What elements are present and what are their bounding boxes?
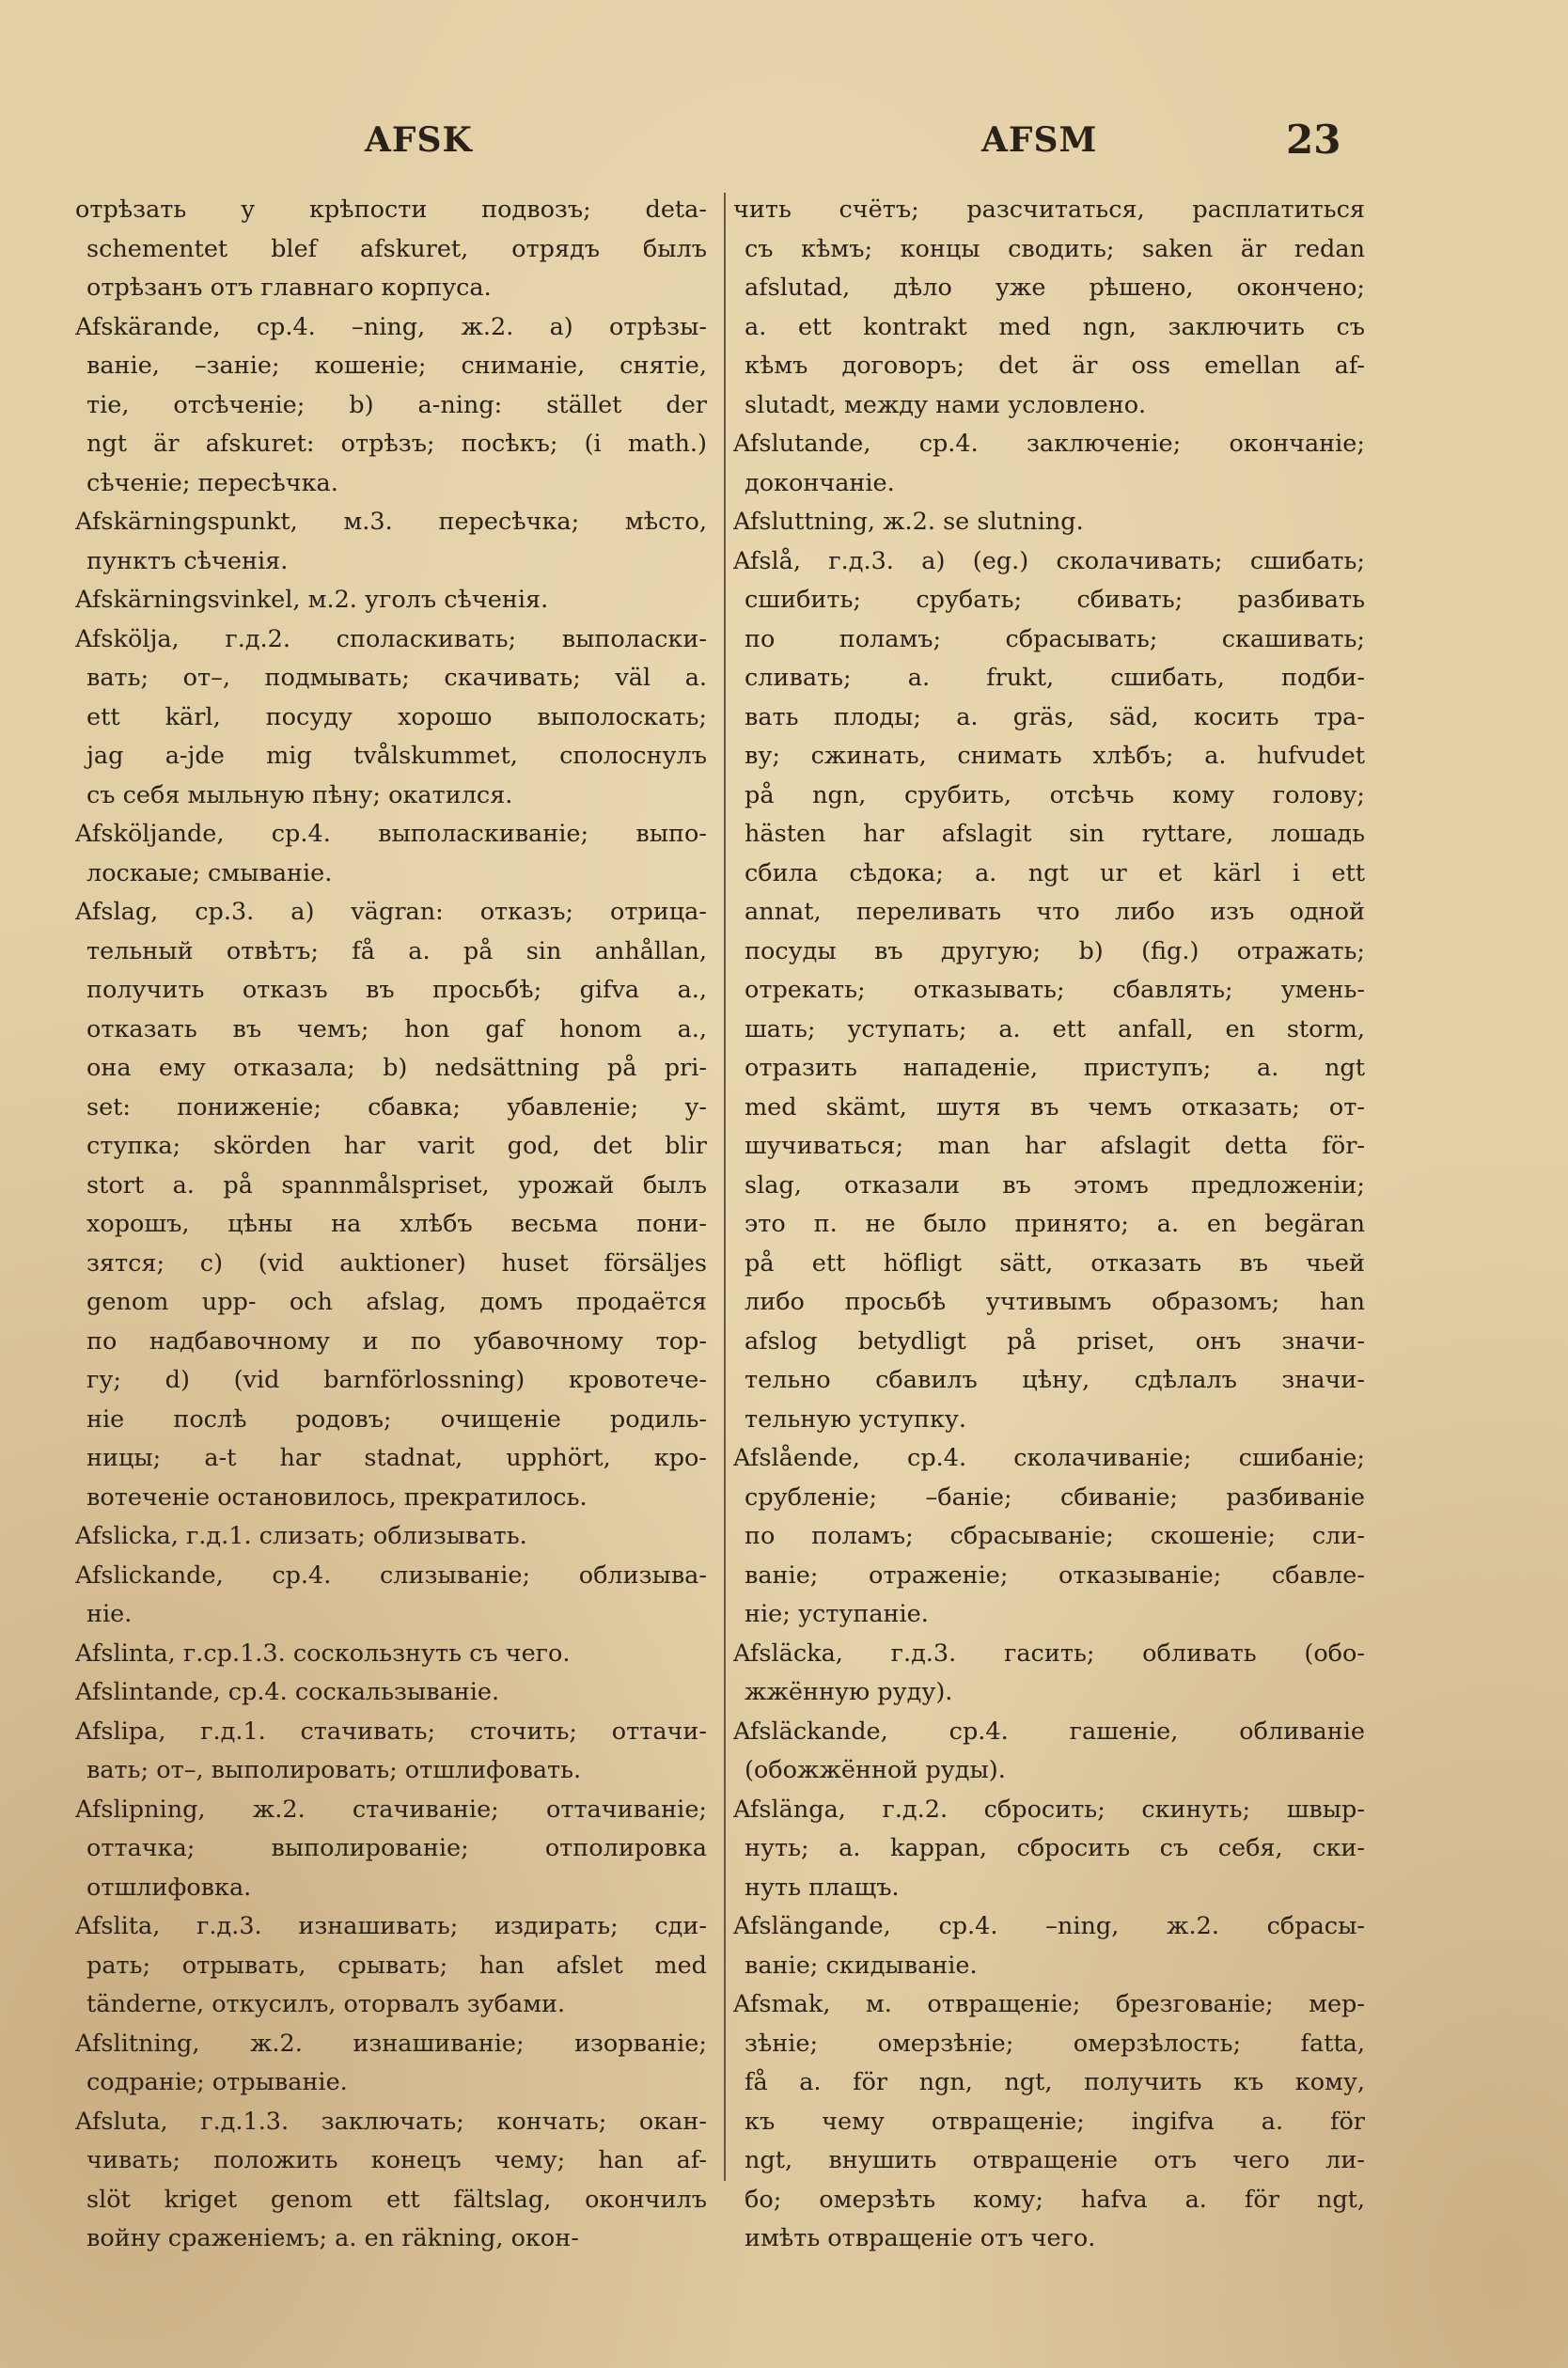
text-line: Afslipa, г.д.1. стачивать; сточить; оттачи- [75, 1717, 707, 1746]
text-line: genom upp- och afslag, домъ продаётся [86, 1288, 707, 1316]
text-line: Afslutande, ср.4. заключеніе; окончаніе; [733, 430, 1365, 458]
text-line: посуды въ другую; b) (fig.) отражать; [745, 936, 1365, 965]
text-line: съ кѣмъ; концы сводить; saken är redan [745, 234, 1365, 263]
right-column [733, 191, 1365, 2259]
text-line: пунктъ сѣченія. [86, 546, 289, 575]
text-line: Afsläckande, ср.4. гашеніе, обливаніе [733, 1717, 1365, 1746]
text-line: ніе. [86, 1600, 133, 1628]
text-line: Afskärande, ср.4. –ning, ж.2. a) отрѣзы- [75, 312, 707, 341]
text-line: a. ett kontrakt med ngn, заключить съ [745, 312, 1365, 341]
text-line: шучиваться; man har afslagit detta för- [745, 1132, 1365, 1160]
text-line: slag, отказали въ этомъ предложеніи; [745, 1170, 1365, 1200]
text-line: нуть; a. kappan, сбросить съ себя, ски- [745, 1834, 1365, 1862]
text-line: по надбавочному и по убавочному тор- [86, 1326, 707, 1356]
text-line: лоскаые; смываніе. [86, 858, 333, 887]
text-line: set: пониженіе; сбавка; убавленіе; у- [86, 1092, 707, 1121]
text-line: рать; отрывать, срывать; han afslet med [86, 1951, 707, 1980]
text-line: Afskärningspunkt, м.3. пересѣчка; мѣсто, [75, 508, 707, 536]
text-line: Afslinta, г.ср.1.3. соскользнуть съ чего. [75, 1639, 571, 1668]
text-line: къ чему отвращеніе; ingifva a. för [745, 2107, 1365, 2136]
text-line: Afslänga, г.д.2. сбросить; скинуть; швыр- [733, 1795, 1365, 1824]
text-line: stort a. på spannmålspriset, урожай былъ [86, 1170, 707, 1200]
text-line: отказать въ чемъ; hon gaf honom a., [86, 1014, 707, 1043]
text-line: докончаніе. [745, 468, 895, 497]
text-line: тельный отвѣтъ; få a. på sin anhållan, [86, 936, 707, 965]
text-line: зѣніе; омерзѣніе; омерзѣлость; fatta, [745, 2029, 1365, 2058]
text-line: сшибить; срубать; сбивать; разбивать [745, 586, 1365, 614]
text-line: hästen har afslagit sin ryttare, лошадь [745, 820, 1365, 848]
text-line: бо; омерзѣть кому; hafva a. för ngt, [745, 2185, 1365, 2214]
text-line: schementet blef afskuret, отрядъ былъ [86, 234, 707, 263]
text-line: annat, переливать что либо изъ одной [745, 898, 1365, 926]
text-line: ваніе; скидываніе. [745, 1951, 978, 1980]
text-line: ваніе, –заніе; кошеніе; сниманіе, снятіе, [86, 352, 707, 380]
text-line: ступка; skörden har varit god, det blir [86, 1132, 707, 1160]
running-head-right: AFSM [981, 120, 1098, 160]
text-line: отрекать; отказывать; сбавлять; умень- [745, 976, 1365, 1004]
text-line: кѣмъ договоръ; det är oss emellan af- [745, 352, 1365, 380]
text-line: ngt är afskuret: отрѣзъ; посѣкъ; (i math.) [86, 430, 707, 458]
text-line: jag a-jde mig tvålskummet, сполоснулъ [86, 742, 707, 770]
text-line: med skämt, шутя въ чемъ отказать; от- [745, 1092, 1365, 1121]
text-line: Afskölja, г.д.2. споласкивать; выполаски- [75, 624, 707, 653]
text-line: Afsluttning, ж.2. se slutning. [733, 508, 1084, 536]
text-line: срубленіе; –баніе; сбиваніе; разбиваніе [745, 1482, 1365, 1512]
text-line: тельную уступку. [745, 1404, 967, 1434]
text-line: Afskärningsvinkel, м.2. уголъ сѣченія. [75, 586, 549, 614]
text-line: Afslående, ср.4. сколачиваніе; сшибаніе; [733, 1444, 1365, 1472]
text-line: чивать; положить конецъ чему; han af- [86, 2146, 707, 2174]
text-line: сливать; a. frukt, сшибать, подби- [745, 664, 1365, 692]
text-line: Afslita, г.д.3. изнашивать; издирать; сди- [75, 1912, 707, 1940]
text-line: Afslitning, ж.2. изнашиваніе; изорваніе; [75, 2029, 707, 2058]
text-line: по поламъ; сбрасывать; скашивать; [745, 624, 1365, 653]
text-line: Afslickande, ср.4. слизываніе; облизыва- [75, 1560, 707, 1590]
text-line: сбила сѣдока; a. ngt ur et kärl i ett [745, 858, 1365, 887]
text-line: Afsköljande, ср.4. выполаскиваніе; выпо- [75, 820, 707, 848]
text-line: afslog betydligt på priset, онъ значи- [745, 1326, 1365, 1356]
text-line: ngt, внушить отвращеніе отъ чего ли- [745, 2146, 1365, 2174]
text-line: (обожжённой руды). [745, 1756, 1006, 1784]
text-line: tänderne, откусилъ, оторвалъ зубами. [86, 1990, 566, 2018]
text-line: отшлифовка. [86, 1873, 252, 1902]
text-line: ницы; a-t har stadnat, upphört, кро- [86, 1444, 707, 1472]
text-line: по поламъ; сбрасываніе; скошеніе; сли- [745, 1522, 1365, 1550]
text-line: få a. för ngn, ngt, получить къ кому, [745, 2068, 1365, 2096]
text-line: вать; от–, выполировать; отшлифовать. [86, 1756, 582, 1784]
text-line: она ему отказала; b) nedsättning på pri- [86, 1054, 707, 1082]
page-header [0, 0, 1568, 188]
text-line: Afslag, ср.3. a) vägran: отказъ; отрица- [75, 898, 707, 926]
text-line: тіе, отсѣченіе; b) a-ning: stället der [86, 390, 707, 419]
text-line: имѣть отвращеніе отъ чего. [745, 2224, 1096, 2252]
text-line: нуть плащъ. [745, 1873, 900, 1902]
text-line: гу; d) (vid barnförlossning) кровотече- [86, 1366, 707, 1394]
text-line: тельно сбавилъ цѣну, сдѣлалъ значи- [745, 1366, 1365, 1394]
text-line: отразить нападеніе, приступъ; a. ngt [745, 1054, 1365, 1082]
text-line: зятся; c) (vid auktioner) huset försäljes [86, 1248, 707, 1278]
page-number: 23 [1286, 117, 1341, 163]
text-line: сѣченіе; пересѣчка. [86, 468, 338, 497]
text-line: Afslängande, ср.4. –ning, ж.2. сбрасы- [733, 1912, 1365, 1940]
text-line: Afsmak, м. отвращеніе; брезгованіе; мер- [733, 1990, 1365, 2018]
text-line: Afslå, г.д.3. a) (eg.) сколачивать; сшибать; [733, 546, 1365, 575]
text-line: Afsläcka, г.д.3. гасить; обливать (обо- [733, 1639, 1365, 1668]
text-line: slutadt, между нами условлено. [745, 390, 1147, 419]
text-line: отрѣзанъ отъ главнаго корпуса. [86, 274, 492, 302]
text-line: ніе; уступаніе. [745, 1600, 929, 1628]
text-line: Afslicka, г.д.1. слизать; облизывать. [75, 1522, 527, 1550]
text-line: Afslintande, ср.4. соскальзываніе. [75, 1678, 500, 1706]
text-line: afslutad, дѣло уже рѣшено, окончено; [745, 274, 1365, 302]
text-line: ett kärl, посуду хорошо выполоскать; [86, 702, 707, 731]
text-line: på ngn, срубить, отсѣчь кому голову; [745, 780, 1365, 809]
text-line: отрѣзать у крѣпости подвозъ; deta- [75, 196, 707, 224]
text-line: på ett höfligt sätt, отказать въ чьей [745, 1248, 1365, 1278]
text-line: либо просьбѣ учтивымъ образомъ; han [745, 1288, 1365, 1316]
text-line: чить счётъ; разсчитаться, расплатиться [733, 196, 1365, 224]
text-line: это п. не было принято; a. en begäran [745, 1210, 1365, 1238]
column-divider [724, 193, 726, 2181]
text-line: вотеченіе остановилось, прекратилось. [86, 1482, 588, 1512]
text-line: оттачка; выполированіе; отполировка [86, 1834, 707, 1862]
running-head-left: AFSK [365, 120, 473, 160]
text-line: Afslipning, ж.2. стачиваніе; оттачиваніе; [75, 1795, 707, 1824]
text-line: ву; сжинать, снимать хлѣбъ; a. hufvudet [745, 742, 1365, 770]
text-line: slöt kriget genom ett fältslag, окончилъ [86, 2185, 707, 2214]
text-line: вать плоды; a. gräs, säd, косить тра- [745, 702, 1365, 731]
text-line: войну сраженіемъ; a. en räkning, окон- [86, 2224, 579, 2252]
left-column [75, 191, 707, 2259]
text-line: ніе послѣ родовъ; очищеніе родиль- [86, 1404, 707, 1434]
text-line: шать; уступать; a. ett anfall, en storm, [745, 1014, 1365, 1043]
text-line: ваніе; отраженіе; отказываніе; сбавле- [745, 1560, 1365, 1590]
text-line: содраніе; отрываніе. [86, 2068, 348, 2096]
text-line: получить отказъ въ просьбѣ; gifva a., [86, 976, 707, 1004]
text-line: хорошъ, цѣны на хлѣбъ весьма пони- [86, 1210, 707, 1238]
text-line: Afsluta, г.д.1.3. заключать; кончать; окан- [75, 2107, 707, 2136]
text-line: съ себя мыльную пѣну; окатился. [86, 780, 513, 809]
text-line: жжённую руду). [745, 1678, 953, 1706]
text-line: вать; от–, подмывать; скачивать; väl a. [86, 664, 707, 692]
